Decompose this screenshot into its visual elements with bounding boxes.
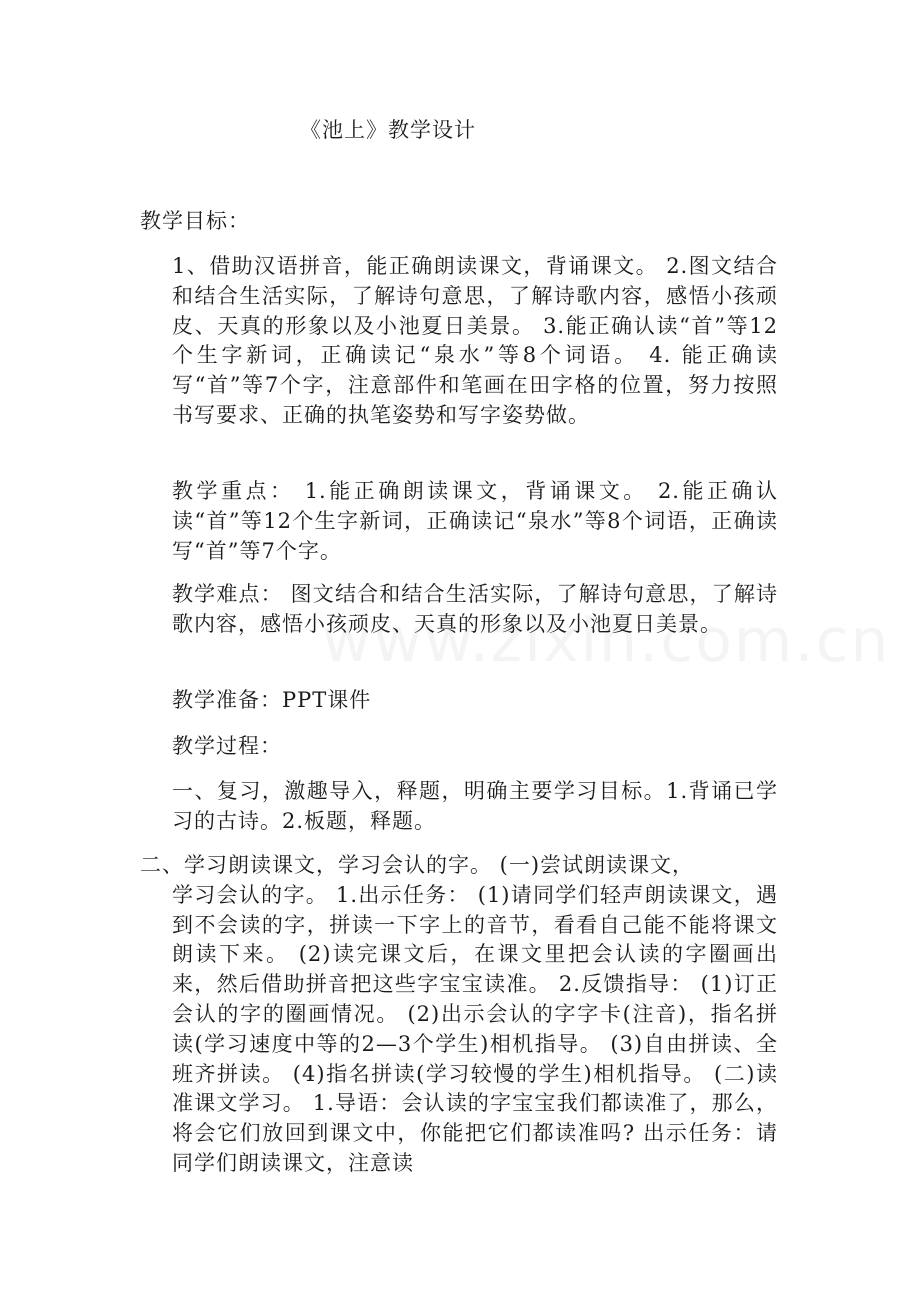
key-points-paragraph: 教学重点： 1.能正确朗读课文，背诵课文。 2.能正确认读“首”等12个生字新词，正确读记“泉水”等8个词语，正确读写“首”等7个字。 xyxy=(172,479,778,563)
step-one-paragraph: 一、复习，激趣导入，释题，明确主要学习目标。1.背诵已学习的古诗。2.板题，释题。 xyxy=(172,779,778,833)
objectives-heading: 教学目标： xyxy=(140,209,250,233)
step-two-body: 学习会认的字。 1.出示任务： (1)请同学们轻声朗读课文，遇到不会读的字，拼读一下字上的音节，看看自己能不能将课文朗读下来。 (2)读完课文后，在课文里把会认读的字圈画出来，然后借助拼音把这些字宝宝读准。 2.反馈指导： (1)订正会认的字的圈画情况。 (2)出示会认的字字卡(注音)，指名拼读(学习速度中等的2—3个学生)相机指导。 (3)自由拼读、全班齐拼读。 (4)指名拼读(学习较慢的学生)相机指导。 (二)读准课文学习。 1.导语：会认读的字宝宝我们都读准了，那么，将会它们放回到课文中，你能把它们都读准吗? 出示任务：请同学们朗读课文，注意读 xyxy=(172,882,778,1175)
document-title: 《池上》教学设计 xyxy=(300,118,476,142)
step-two-paragraph xyxy=(140,851,778,1179)
step-two-first-line: 二、学习朗读课文，学习会认的字。 (一)尝试朗读课文， xyxy=(140,853,695,877)
process-heading: 教学过程： xyxy=(172,734,282,758)
objectives-paragraph: 1、借助汉语拼音，能正确朗读课文，背诵课文。 2.图文结合和结合生活实际，了解诗句意思，了解诗歌内容，感悟小孩顽皮、天真的形象以及小池夏日美景。 3.能正确认读“首”等12个生字新词，正确读记“泉水”等8个词语。 4. 能正确读写“首”等7个字，注意部件和笔画在田字格的位置，努力按照书写要求、正确的执笔姿势和写字姿势做。 xyxy=(172,254,778,427)
preparation-paragraph: 教学准备：PPT课件 xyxy=(172,688,372,712)
difficulties-paragraph: 教学难点： 图文结合和结合生活实际，了解诗句意思，了解诗歌内容，感悟小孩顽皮、天真的形象以及小池夏日美景。 xyxy=(172,582,778,636)
